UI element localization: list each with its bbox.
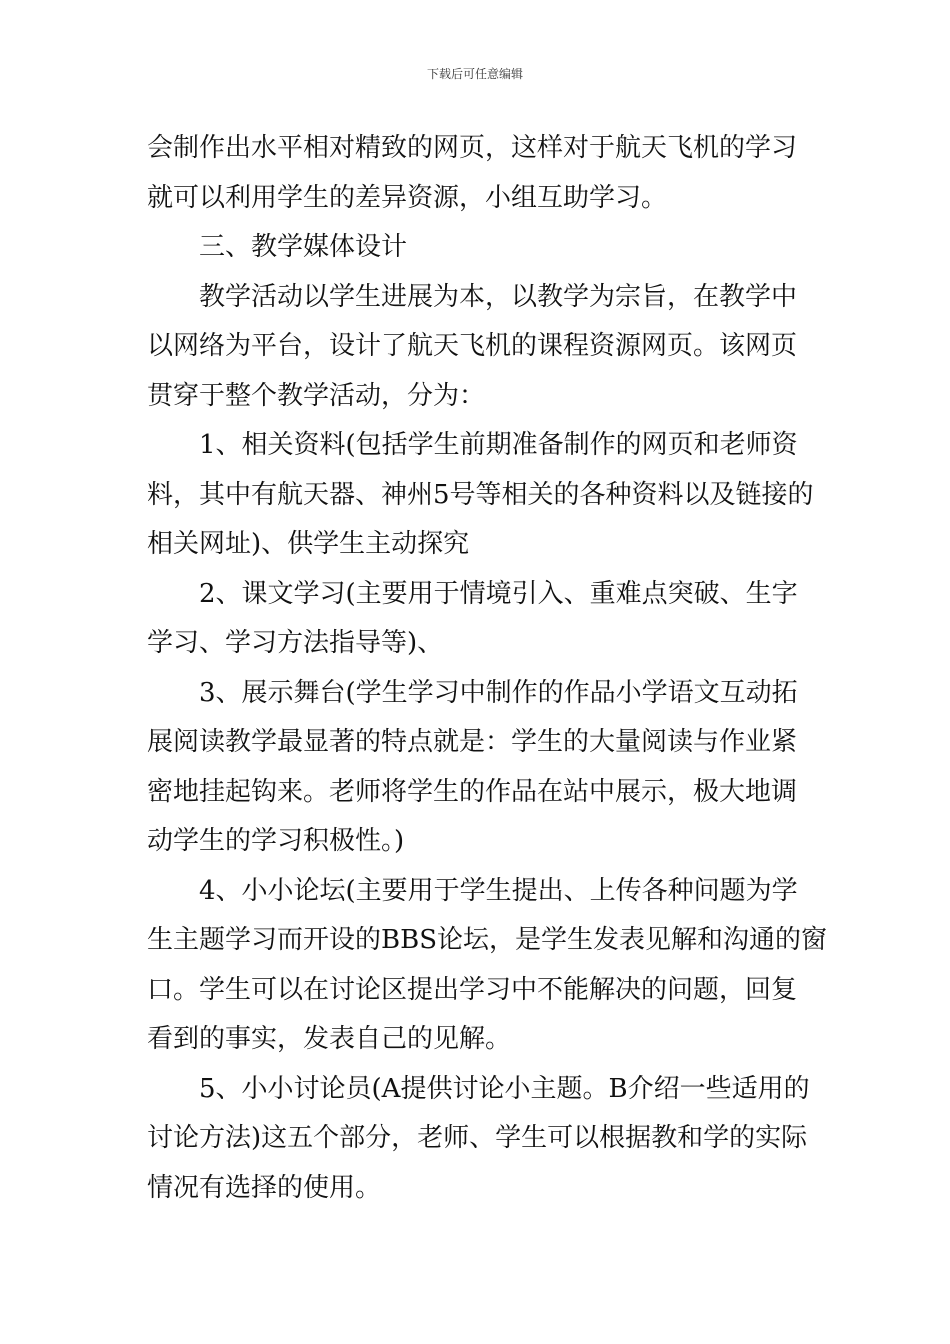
text-line: 学习、学习方法指导等)、 — [147, 628, 444, 658]
text-line: 相关网址)、供学生主动探究 — [147, 529, 470, 559]
text-line: 生主题学习而开设的BBS论坛，是学生发表见解和沟通的窗 — [147, 925, 828, 955]
list-item-5 — [147, 1065, 809, 1214]
text-line: 1、相关资料(包括学生前期准备制作的网页和老师资 — [199, 430, 798, 460]
text-line: 就可以利用学生的差异资源，小组互助学习。 — [147, 182, 668, 213]
text-line: 讨论方法)这五个部分，老师、学生可以根据教和学的实际 — [147, 1123, 808, 1153]
text-line: 教学活动以学生进展为本，以教学为宗旨，在教学中 — [199, 281, 798, 312]
list-item-1 — [147, 421, 814, 570]
document-body — [147, 124, 828, 1213]
text-line: 贯穿于整个教学活动，分为： — [147, 380, 486, 411]
text-line: 看到的事实，发表自己的见解。 — [147, 1024, 512, 1054]
text-line: 料，其中有航天器、神州5号等相关的各种资料以及链接的 — [147, 479, 814, 510]
paragraph-1 — [147, 124, 809, 223]
text-line: 情况有选择的使用。 — [147, 1172, 382, 1203]
text-line: 三、教学媒体设计 — [199, 232, 408, 262]
text-line: 5、小小讨论员(A提供讨论小主题。B介绍一些适用的 — [199, 1073, 810, 1104]
list-item-2 — [147, 570, 809, 669]
paragraph-intro — [147, 273, 809, 422]
text-line: 4、小小论坛(主要用于学生提出、上传各种问题为学 — [199, 875, 798, 906]
page-header: 下载后可任意编辑 — [426, 67, 523, 81]
text-line: 动学生的学习积极性。) — [147, 826, 405, 856]
text-line: 口。学生可以在讨论区提出学习中不能解决的问题，回复 — [147, 974, 798, 1005]
text-line: 以网络为平台，设计了航天飞机的课程资源网页。该网页 — [147, 331, 798, 361]
section-heading — [147, 223, 809, 273]
text-line: 2、课文学习(主要用于情境引入、重难点突破、生字 — [199, 578, 798, 609]
text-line: 展阅读教学最显著的特点就是：学生的大量阅读与作业紧 — [147, 727, 798, 757]
text-line: 密地挂起钩来。老师将学生的作品在站中展示，极大地调 — [147, 776, 798, 807]
list-item-4 — [147, 867, 828, 1065]
list-item-3 — [147, 669, 809, 867]
text-line: 3、展示舞台(学生学习中制作的作品小学语文互动拓 — [199, 677, 798, 708]
text-line: 会制作出水平相对精致的网页，这样对于航天飞机的学习 — [147, 133, 798, 163]
